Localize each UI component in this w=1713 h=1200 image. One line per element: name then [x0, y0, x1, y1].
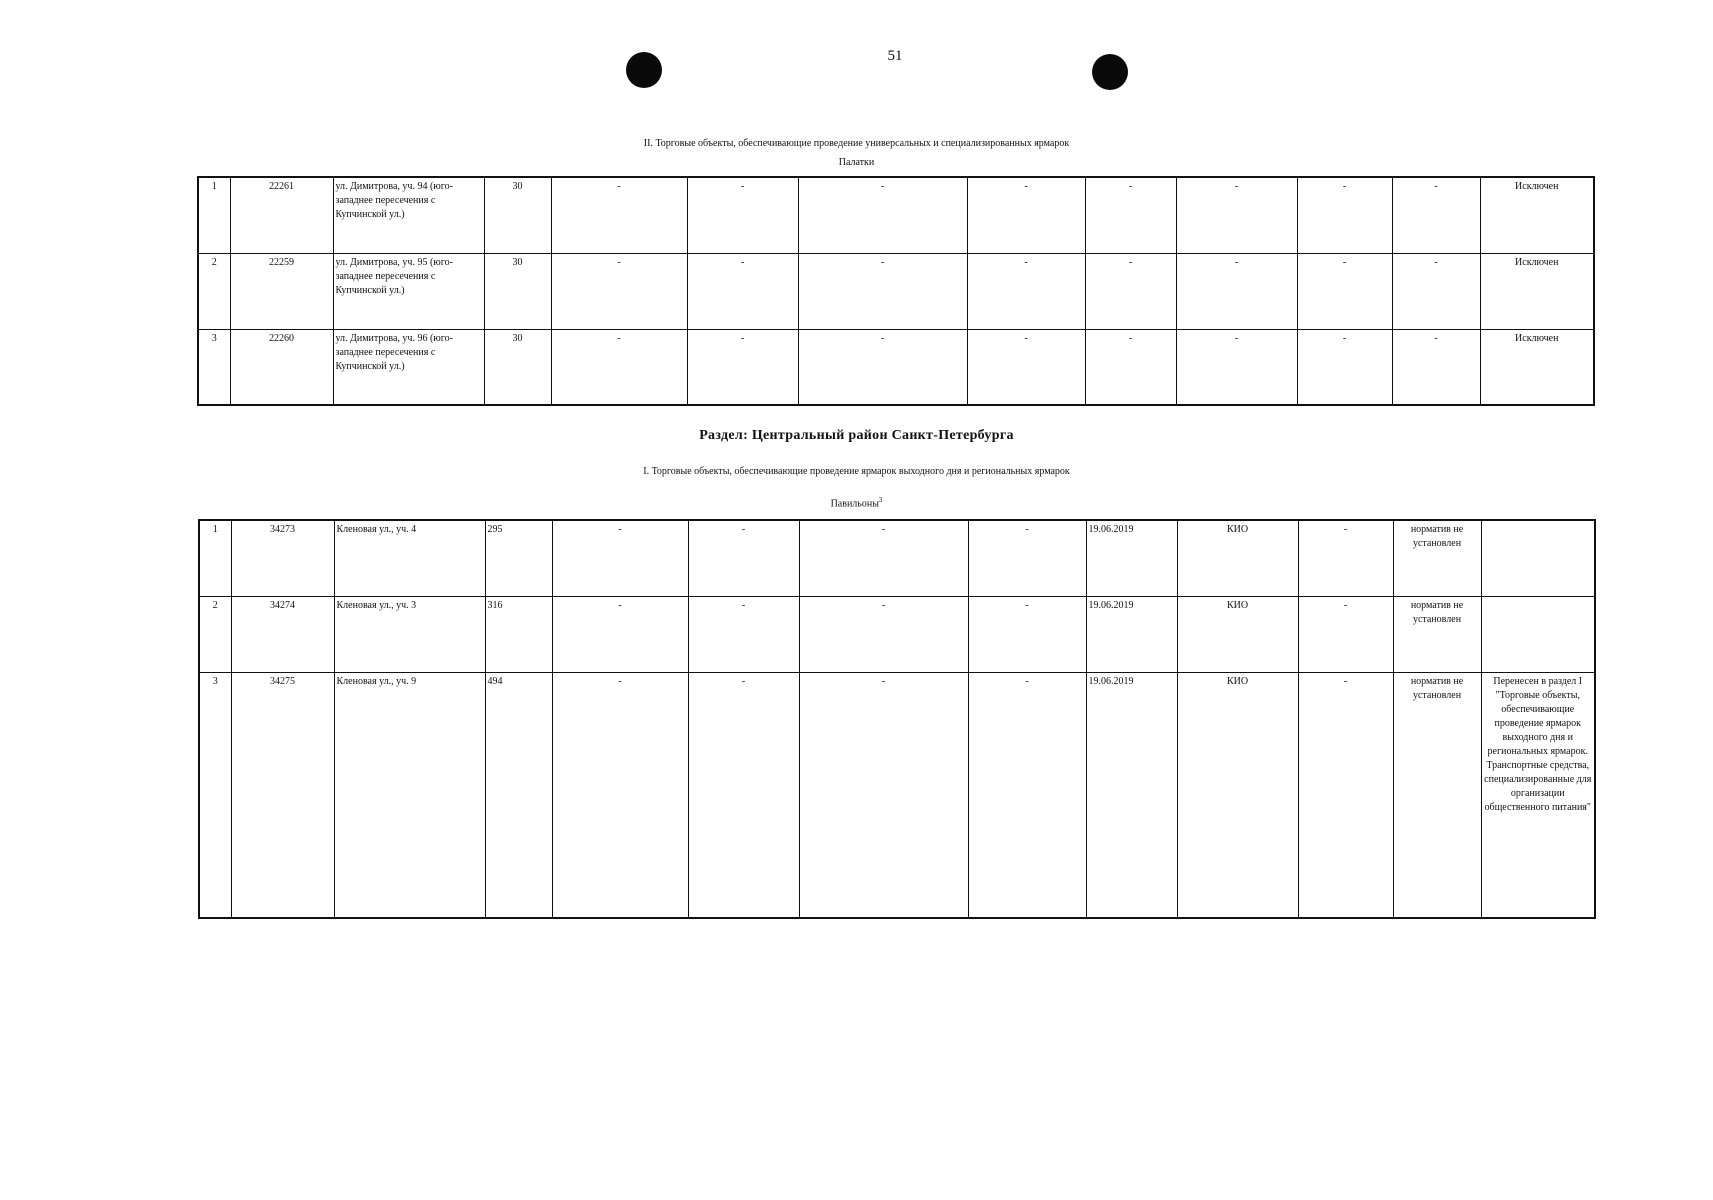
cell-org: КИО [1177, 520, 1298, 596]
cell-col7: - [798, 329, 967, 405]
table-row [198, 329, 1594, 405]
cell-area: 30 [484, 329, 551, 405]
cell-code: 34273 [231, 520, 334, 596]
cell-date: 19.06.2019 [1086, 520, 1177, 596]
punch-hole-right [1092, 54, 1128, 90]
cell-num: 3 [199, 672, 231, 918]
cell-col7: - [799, 596, 968, 672]
cell-code: 34274 [231, 596, 334, 672]
cell-col12: - [1392, 253, 1480, 329]
cell-area: 316 [485, 596, 552, 672]
cell-code: 22259 [230, 253, 333, 329]
cell-col8: - [968, 596, 1086, 672]
cell-address: ул. Димитрова, уч. 96 (юго-западнее пересечения с Купчинской ул.) [333, 329, 484, 405]
table-row [199, 520, 1595, 596]
footnote-marker: 3 [878, 496, 883, 504]
cell-num: 2 [199, 596, 231, 672]
cell-col7: - [798, 177, 967, 253]
table-row [199, 596, 1595, 672]
cell-norm: норматив не установлен [1393, 520, 1481, 596]
cell-col7: - [799, 672, 968, 918]
cell-col5: - [552, 596, 688, 672]
cell-col11: - [1297, 329, 1392, 405]
cell-date: 19.06.2019 [1086, 596, 1177, 672]
cell-col6: - [687, 177, 798, 253]
block2-caption: I. Торговые объекты, обеспечивающие проведение ярмарок выходного дня и региональных ярмарок [643, 466, 1070, 477]
cell-col5: - [551, 177, 687, 253]
block2-subcaption-text: Павильоны [830, 498, 879, 510]
cell-note: Исключен [1480, 177, 1594, 253]
cell-col9: - [1085, 253, 1176, 329]
cell-col11: - [1297, 253, 1392, 329]
cell-note: Исключен [1480, 329, 1594, 405]
cell-col6: - [687, 329, 798, 405]
cell-area: 295 [485, 520, 552, 596]
cell-org: КИО [1177, 596, 1298, 672]
cell-col7: - [798, 253, 967, 329]
cell-col10: - [1176, 177, 1297, 253]
cell-col5: - [551, 253, 687, 329]
cell-note: Перенесен в раздел I "Торговые объекты, обеспечивающие проведение ярмарок выходного дня и региональных ярмарок. Транспортные средства, специализированные для организации общественного питания" [1481, 672, 1595, 918]
cell-note: Исключен [1480, 253, 1594, 329]
cell-col11: - [1298, 520, 1393, 596]
cell-norm: норматив не установлен [1393, 672, 1481, 918]
cell-code: 34275 [231, 672, 334, 918]
cell-address: ул. Димитрова, уч. 95 (юго-западнее пересечения с Купчинской ул.) [333, 253, 484, 329]
cell-area: 494 [485, 672, 552, 918]
cell-col9: - [1085, 177, 1176, 253]
block1-caption: II. Торговые объекты, обеспечивающие проведение универсальных и специализированных ярмарок [643, 138, 1070, 149]
block1-subcaption: Палатки [838, 157, 875, 168]
cell-col8: - [968, 672, 1086, 918]
cell-col11: - [1297, 177, 1392, 253]
cell-address: Кленовая ул., уч. 3 [334, 596, 485, 672]
cell-col12: - [1392, 177, 1480, 253]
cell-col6: - [688, 672, 799, 918]
block2-subcaption [0, 496, 1713, 509]
cell-col11: - [1298, 596, 1393, 672]
cell-norm: норматив не установлен [1393, 596, 1481, 672]
section-title: Раздел: Центральный район Санкт-Петербурга [699, 428, 1014, 443]
cell-note [1481, 520, 1595, 596]
cell-num: 1 [199, 520, 231, 596]
cell-col5: - [552, 672, 688, 918]
cell-col11: - [1298, 672, 1393, 918]
cell-org: КИО [1177, 672, 1298, 918]
cell-col10: - [1176, 253, 1297, 329]
cell-note [1481, 596, 1595, 672]
cell-col6: - [688, 520, 799, 596]
cell-date: 19.06.2019 [1086, 672, 1177, 918]
cell-num: 2 [198, 253, 230, 329]
cell-address: Кленовая ул., уч. 4 [334, 520, 485, 596]
punch-hole-left [626, 52, 662, 88]
cell-code: 22261 [230, 177, 333, 253]
cell-address: Кленовая ул., уч. 9 [334, 672, 485, 918]
cell-col12: - [1392, 329, 1480, 405]
cell-col5: - [552, 520, 688, 596]
table-row [198, 177, 1594, 253]
cell-area: 30 [484, 177, 551, 253]
table-row [199, 672, 1595, 918]
cell-col10: - [1176, 329, 1297, 405]
cell-area: 30 [484, 253, 551, 329]
cell-col9: - [1085, 329, 1176, 405]
cell-col8: - [968, 520, 1086, 596]
cell-col6: - [687, 253, 798, 329]
cell-col8: - [967, 177, 1085, 253]
cell-address: ул. Димитрова, уч. 94 (юго-западнее пересечения с Купчинской ул.) [333, 177, 484, 253]
cell-code: 22260 [230, 329, 333, 405]
cell-num: 1 [198, 177, 230, 253]
cell-col6: - [688, 596, 799, 672]
cell-col8: - [967, 253, 1085, 329]
cell-num: 3 [198, 329, 230, 405]
cell-col5: - [551, 329, 687, 405]
page-number: 51 [887, 48, 903, 64]
table-row [198, 253, 1594, 329]
table-tents [197, 176, 1595, 406]
table-pavilions [198, 519, 1596, 919]
cell-col8: - [967, 329, 1085, 405]
cell-col7: - [799, 520, 968, 596]
